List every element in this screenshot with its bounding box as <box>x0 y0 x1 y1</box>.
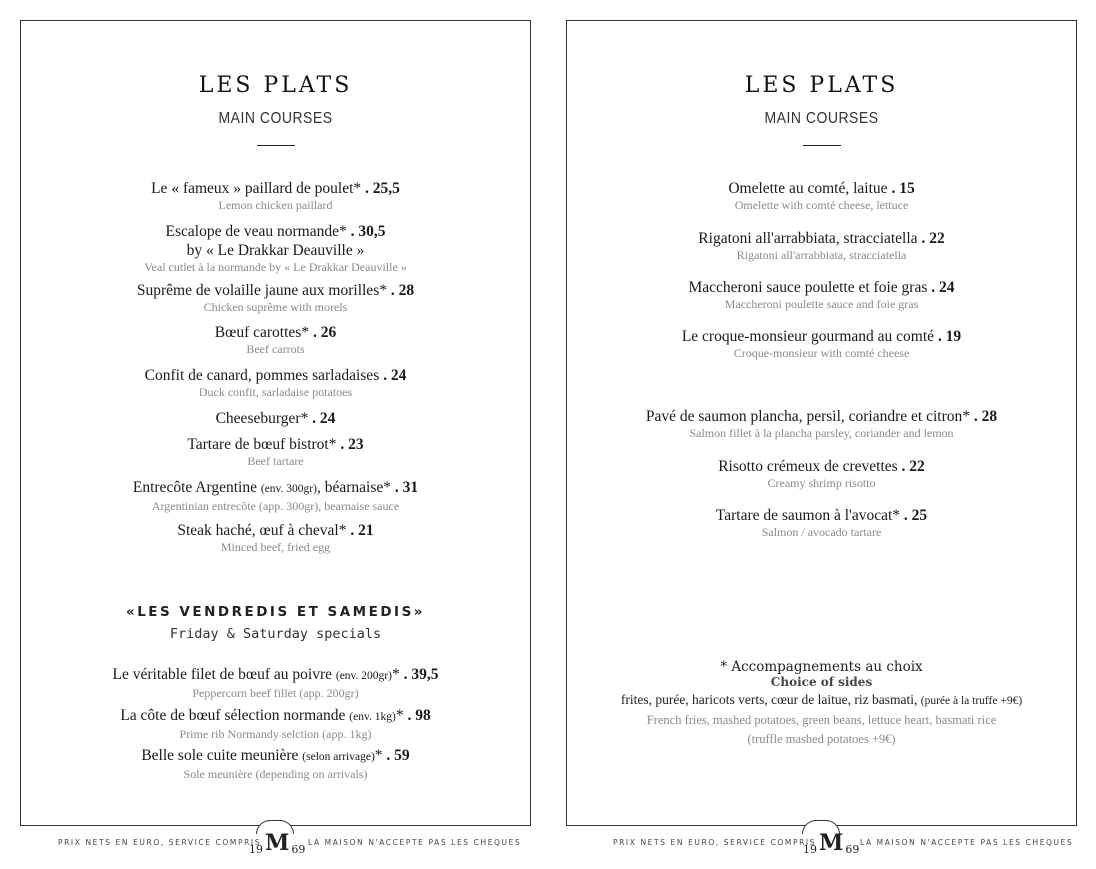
page-subtitle: MAIN COURSES <box>764 107 879 127</box>
menu-item: Maccheroni sauce poulette et foie gras . 24 Maccheroni poulette sauce and foie gras <box>688 279 955 311</box>
title-divider <box>803 145 841 146</box>
section-title: «LES VENDREDIS ET SAMEDIS» <box>125 604 426 620</box>
footer-note-cheques: LA MAISON N'ACCEPTE PAS LES CHÈQUES <box>308 838 522 847</box>
footer-right <box>566 830 1077 854</box>
sides-title: * Accompagnements au choix <box>720 659 923 675</box>
menu-item: Confit de canard, pommes sarladaises . 24 Duck confit, sarladaise potatoes <box>144 367 407 399</box>
menu-item: Cheeseburger* . 24 <box>215 410 336 427</box>
page-title: LES PLATS <box>744 73 899 98</box>
menu-item: Suprême de volaille jaune aux morilles* . 28 Chicken suprême with morels <box>136 282 415 314</box>
sides-subtitle: Choice of sides <box>770 675 873 689</box>
menu-page-left <box>20 20 531 826</box>
menu-page-right <box>566 20 1077 826</box>
menu-item: Entrecôte Argentine (env. 300gr), béarnaise* . 31 Argentinian entrecôte (app. 300gr), bearnaise sauce <box>132 479 419 513</box>
menu-item: Tartare de saumon à l'avocat* . 25 Salmon / avocado tartare <box>715 507 928 539</box>
page-title: LES PLATS <box>198 73 353 98</box>
menu-item: Le « fameux » paillard de poulet* . 25,5 Lemon chicken paillard <box>151 180 400 212</box>
footer-note-prices: PRIX NETS EN EURO, SERVICE COMPRIS <box>613 838 817 847</box>
footer-note-prices: PRIX NETS EN EURO, SERVICE COMPRIS <box>58 838 262 847</box>
page-subtitle: MAIN COURSES <box>218 107 333 127</box>
menu-item: Risotto crémeux de crevettes . 22 Creamy shrimp risotto <box>718 458 925 490</box>
menu-item: Steak haché, œuf à cheval* . 21 Minced beef, fried egg <box>177 522 374 554</box>
menu-item: Escalope de veau normande* . 30,5 by « Le Drakkar Deauville » Veal cutlet à la normande by « Le Drakkar Deauville » <box>144 223 407 274</box>
menu-item: Le croque-monsieur gourmand au comté . 19 Croque-monsieur with comté cheese <box>681 328 962 360</box>
menu-item: Bœuf carottes* . 26 Beef carrots <box>214 324 337 356</box>
sides-list-en: French fries, mashed potatoes, green beans, lettuce heart, basmati rice <box>646 713 997 727</box>
sides-block <box>567 659 1076 748</box>
menu-item: Rigatoni all'arrabbiata, stracciatella . 22 Rigatoni all'arrabbiata, stracciatella <box>698 230 945 262</box>
title-divider <box>257 145 295 146</box>
menu-item: Tartare de bœuf bistrot* . 23 Beef tartare <box>187 436 364 468</box>
section-subtitle: Friday & Saturday specials <box>169 626 382 642</box>
logo-1969: 19M 69 <box>803 830 860 856</box>
sides-list-fr: frites, purée, haricots verts, cœur de laitue, riz basmati, (purée à la truffe +9€) <box>620 692 1023 707</box>
special-item: Le véritable filet de bœuf au poivre (env. 200gr)* . 39,5 Peppercorn beef fillet (app. 200gr) <box>112 666 439 700</box>
footer-left <box>20 830 531 854</box>
menu-item: Pavé de saumon plancha, persil, coriandre et citron* . 28 Salmon fillet à la plancha parsley, coriander and lemon <box>645 408 998 440</box>
footer-note-cheques: LA MAISON N'ACCEPTE PAS LES CHÈQUES <box>860 838 1074 847</box>
special-item: Belle sole cuite meunière (selon arrivage)* . 59 Sole meunière (depending on arrivals) <box>141 747 410 781</box>
sides-list-en-2: (truffle mashed potatoes +9€) <box>747 732 896 746</box>
menu-item: Omelette au comté, laitue . 15 Omelette with comté cheese, lettuce <box>728 180 915 212</box>
special-item: La côte de bœuf sélection normande (env. 1kg)* . 98 Prime rib Normandy selction (app. 1kg) <box>120 707 431 741</box>
logo-1969: 19M 69 <box>249 830 306 856</box>
